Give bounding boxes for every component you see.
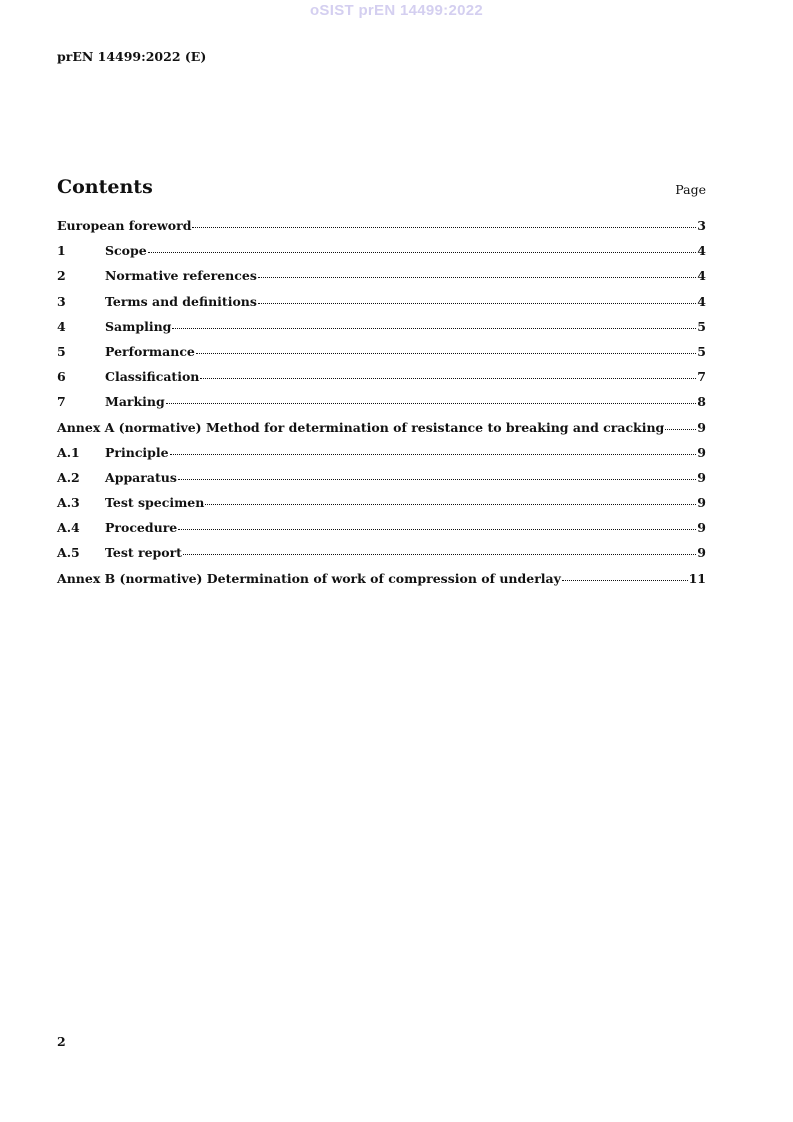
toc-entry[interactable] — [57, 420, 706, 445]
toc-entry-number: 5 — [57, 343, 66, 359]
toc-entry-page: 9 — [697, 469, 706, 485]
page-number: 2 — [57, 1034, 66, 1049]
toc-dot-leader — [562, 571, 688, 581]
toc-dot-leader — [205, 495, 696, 505]
toc-dot-leader — [183, 545, 696, 555]
toc-dot-leader — [192, 218, 696, 228]
toc-entry-title: Annex B (normative) Determination of work of compression of underlay — [57, 570, 561, 586]
toc-entry[interactable] — [57, 294, 706, 319]
toc-dot-leader — [258, 294, 696, 304]
toc-entry[interactable] — [57, 445, 706, 470]
toc-entry-page: 8 — [697, 394, 706, 410]
toc-entry-page: 3 — [697, 218, 706, 233]
toc-entry-page: 5 — [697, 343, 706, 359]
toc-entry-number: 7 — [57, 394, 66, 410]
toc-dot-leader — [178, 520, 696, 530]
toc-entry[interactable] — [57, 268, 706, 293]
toc-dot-leader — [200, 369, 696, 379]
toc-entry-page: 9 — [697, 444, 706, 460]
toc-entry[interactable] — [57, 319, 706, 344]
toc-entry-page: 4 — [697, 268, 706, 284]
table-of-contents — [57, 218, 706, 596]
toc-entry[interactable] — [57, 495, 706, 520]
toc-entry-page: 4 — [697, 293, 706, 309]
toc-entry-number: 4 — [57, 318, 66, 334]
toc-entry-title: Scope — [105, 243, 147, 259]
toc-entry[interactable] — [57, 394, 706, 419]
toc-entry[interactable] — [57, 545, 706, 570]
toc-entry-number: A.4 — [57, 520, 80, 536]
page-column-label: Page — [675, 182, 706, 197]
toc-entry-number: 3 — [57, 293, 66, 309]
toc-entry-title: Principle — [105, 444, 169, 460]
toc-entry-number: 2 — [57, 268, 66, 284]
toc-dot-leader — [170, 445, 697, 455]
toc-entry-page: 9 — [697, 419, 706, 435]
toc-entry-page: 9 — [697, 495, 706, 511]
toc-dot-leader — [148, 243, 697, 253]
contents-title: Contents — [57, 176, 153, 198]
toc-entry-title: Apparatus — [105, 469, 177, 485]
watermark: oSIST prEN 14499:2022 — [309, 2, 484, 19]
toc-entry-page: 11 — [688, 570, 706, 586]
toc-entry[interactable] — [57, 243, 706, 268]
toc-entry[interactable] — [57, 369, 706, 394]
toc-entry-title: Test report — [105, 545, 182, 561]
toc-dot-leader — [172, 319, 696, 329]
toc-entry-page: 4 — [697, 243, 706, 259]
toc-entry-title: Sampling — [105, 318, 172, 334]
toc-entry-page: 5 — [697, 318, 706, 334]
toc-entry[interactable] — [57, 470, 706, 495]
toc-entry-title: Test specimen — [105, 495, 205, 511]
toc-entry-page: 9 — [697, 520, 706, 536]
toc-entry-page: 7 — [697, 369, 706, 385]
toc-entry-title: Normative references — [105, 268, 257, 284]
toc-dot-leader — [258, 268, 696, 278]
toc-dot-leader — [166, 394, 697, 404]
toc-entry-number: A.1 — [57, 444, 80, 460]
contents-heading — [57, 176, 706, 202]
toc-entry-number: 1 — [57, 243, 66, 259]
toc-entry-title: Classification — [105, 369, 200, 385]
toc-entry-number: A.3 — [57, 495, 80, 511]
toc-entry[interactable] — [57, 571, 706, 596]
toc-entry-number: A.5 — [57, 545, 80, 561]
toc-entry-number: A.2 — [57, 469, 80, 485]
toc-entry-title: Procedure — [105, 520, 178, 536]
toc-entry-number: 6 — [57, 369, 66, 385]
toc-entry-title: Terms and definitions — [105, 293, 257, 309]
toc-dot-leader — [196, 344, 696, 354]
toc-dot-leader — [178, 470, 696, 480]
toc-entry-page: 9 — [697, 545, 706, 561]
toc-entry[interactable] — [57, 344, 706, 369]
toc-dot-leader — [665, 420, 696, 430]
toc-entry[interactable] — [57, 218, 706, 243]
toc-entry-title: Marking — [105, 394, 165, 410]
document-id: prEN 14499:2022 (E) — [57, 49, 207, 64]
toc-entry[interactable] — [57, 520, 706, 545]
toc-entry-title: Performance — [105, 343, 195, 359]
toc-entry-title: Annex A (normative) Method for determination of resistance to breaking and cracking — [57, 419, 665, 435]
toc-entry-title: European foreword — [57, 218, 192, 233]
